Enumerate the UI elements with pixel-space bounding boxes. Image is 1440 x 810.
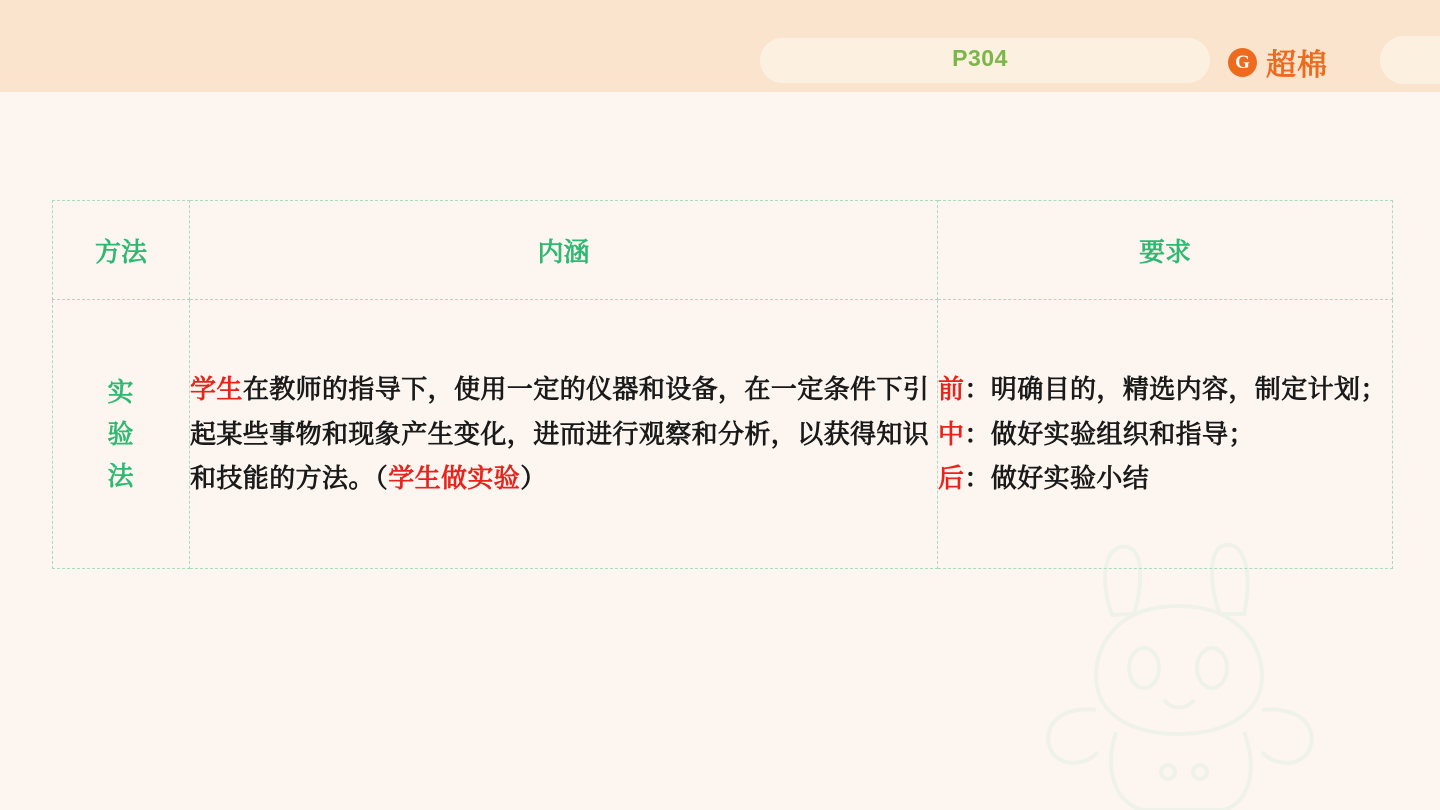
brand-name: 超棉	[1266, 49, 1328, 82]
cell-method-name	[53, 300, 190, 569]
column-header-connotation: 内涵	[190, 201, 938, 300]
method-char-2: 验	[107, 418, 135, 449]
content-table	[52, 200, 1393, 569]
connotation-segment-plain-1: 在教师的指导下，使用一定的仪器和设备，在一定条件下引起某些事物和现象产生变化，进而进行观察和分析，以获得知识和技能的方法。（	[190, 373, 930, 494]
requirement-marker: 前	[938, 373, 965, 404]
cell-requirements	[938, 300, 1393, 569]
page-number: P304	[952, 45, 1008, 71]
method-char-3: 法	[107, 461, 135, 492]
header-background	[0, 0, 1440, 92]
requirement-text: ：做好实验组织和指导；	[964, 418, 1255, 449]
cell-connotation	[190, 300, 938, 569]
connotation-segment-highlight-1: 学生	[190, 373, 243, 404]
method-char-1: 实	[107, 376, 135, 407]
connotation-segment-highlight-2: 学生做实验	[388, 463, 521, 494]
column-header-method: 方法	[53, 201, 190, 300]
requirement-item	[938, 367, 1392, 412]
table-head	[53, 201, 1393, 300]
requirement-text: ：做好实验小结	[964, 463, 1150, 494]
column-header-requirement: 要求	[938, 201, 1393, 300]
requirement-marker: 中	[938, 418, 965, 449]
method-name-vertical	[53, 371, 189, 497]
logo-g-icon: G	[1228, 48, 1257, 77]
connotation-segment-plain-2: ）	[520, 463, 547, 494]
brand-logo	[1228, 40, 1328, 84]
content-table-wrapper	[52, 200, 1392, 569]
requirement-item	[938, 456, 1392, 501]
table-body	[53, 300, 1393, 569]
header-right-pill	[1380, 36, 1440, 84]
requirement-text: ：明确目的，精选内容，制定计划；	[964, 373, 1387, 404]
table-row	[53, 300, 1393, 569]
requirement-item	[938, 412, 1392, 457]
table-header-row	[53, 201, 1393, 300]
requirement-marker: 后	[938, 463, 965, 494]
slide-header	[0, 0, 1440, 92]
